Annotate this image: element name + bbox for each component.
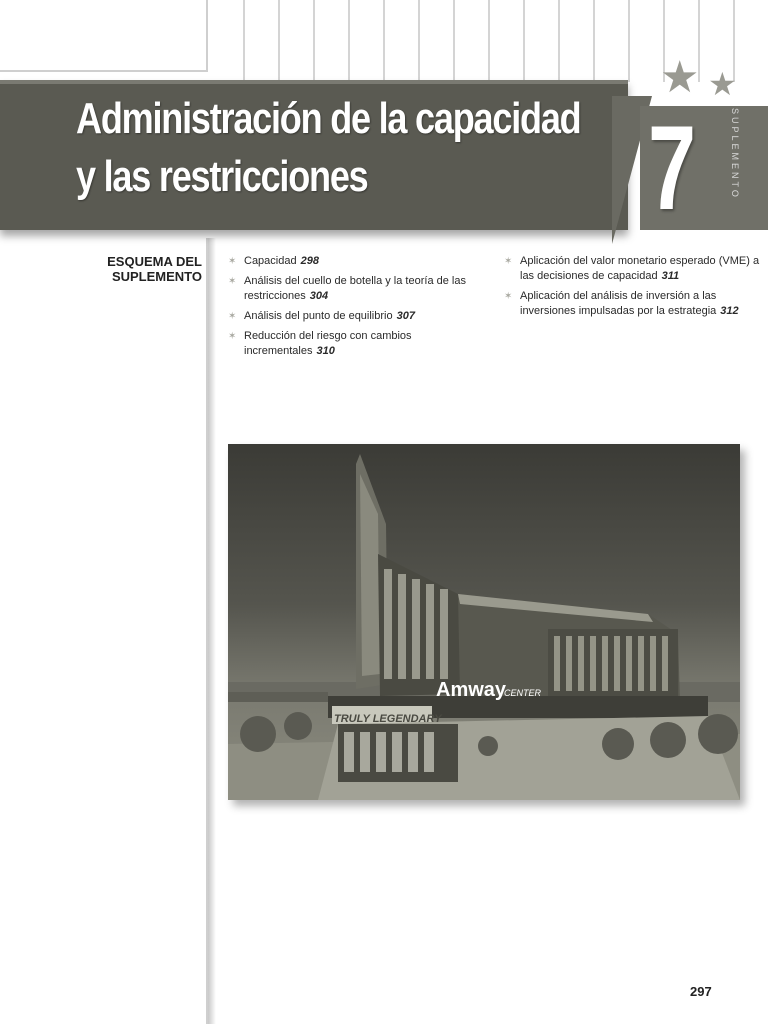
outline-item-page: 307 <box>396 310 415 322</box>
outline-heading-line2: SUPLEMENTO <box>111 269 202 284</box>
outline-item-text: Reducción del riesgo con cambios incrementales <box>244 330 412 357</box>
left-column-shadow <box>208 238 216 1024</box>
outline-item-page: 298 <box>300 255 319 267</box>
left-margin-column <box>0 238 208 1024</box>
outline-item-text: Aplicación del valor monetario esperado (VME) a las decisiones de capacidad <box>520 255 760 282</box>
arena-illustration <box>228 444 740 800</box>
arena-photo <box>228 444 740 800</box>
arena-banner: TRULY LEGENDARY <box>334 713 442 725</box>
star-bullet-icon: ✶ <box>228 276 237 287</box>
outline-item[interactable] <box>504 289 764 319</box>
outline-item[interactable] <box>228 329 478 359</box>
outline-item[interactable] <box>228 309 478 324</box>
outline-item-text: Análisis del cuello de botella y la teoría de las restricciones <box>244 275 466 302</box>
supplement-label: SUPLEMENTO <box>730 108 740 200</box>
star-icon: ★ <box>708 66 737 102</box>
outline-item[interactable] <box>228 254 478 269</box>
top-left-box <box>0 0 208 72</box>
page-number: 297 <box>690 984 712 999</box>
outline-heading-line1: ESQUEMA DEL <box>107 254 202 269</box>
chapter-title-line1: Administración de la capacidad <box>76 94 581 143</box>
outline-item[interactable] <box>228 274 478 304</box>
arena-sign-main: Amway <box>436 679 507 701</box>
outline-column-2 <box>504 254 764 324</box>
outline-item-page: 304 <box>309 290 329 302</box>
outline-item-page: 311 <box>661 270 680 282</box>
outline-heading <box>78 254 202 284</box>
chapter-title <box>76 90 617 206</box>
star-icon: ★ <box>660 53 700 102</box>
star-bullet-icon: ✶ <box>228 256 237 267</box>
star-bullet-icon: ✶ <box>228 331 237 342</box>
chapter-number: 7 <box>648 101 697 235</box>
chapter-title-line2: y las restricciones <box>76 152 368 201</box>
outline-item-page: 312 <box>720 305 739 317</box>
star-bullet-icon: ✶ <box>504 256 513 267</box>
outline-item[interactable] <box>504 254 764 284</box>
star-bullet-icon: ✶ <box>228 311 237 322</box>
outline-item-text: Aplicación del análisis de inversión a las inversiones impulsadas por la estrategia <box>520 290 717 317</box>
outline-column-1 <box>228 254 478 364</box>
outline-item-text: Análisis del punto de equilibrio <box>244 310 393 322</box>
outline-item-page: 310 <box>316 345 335 357</box>
arena-sign-sub: CENTER <box>504 688 542 698</box>
outline-item-text: Capacidad <box>244 255 297 267</box>
star-bullet-icon: ✶ <box>504 291 513 302</box>
